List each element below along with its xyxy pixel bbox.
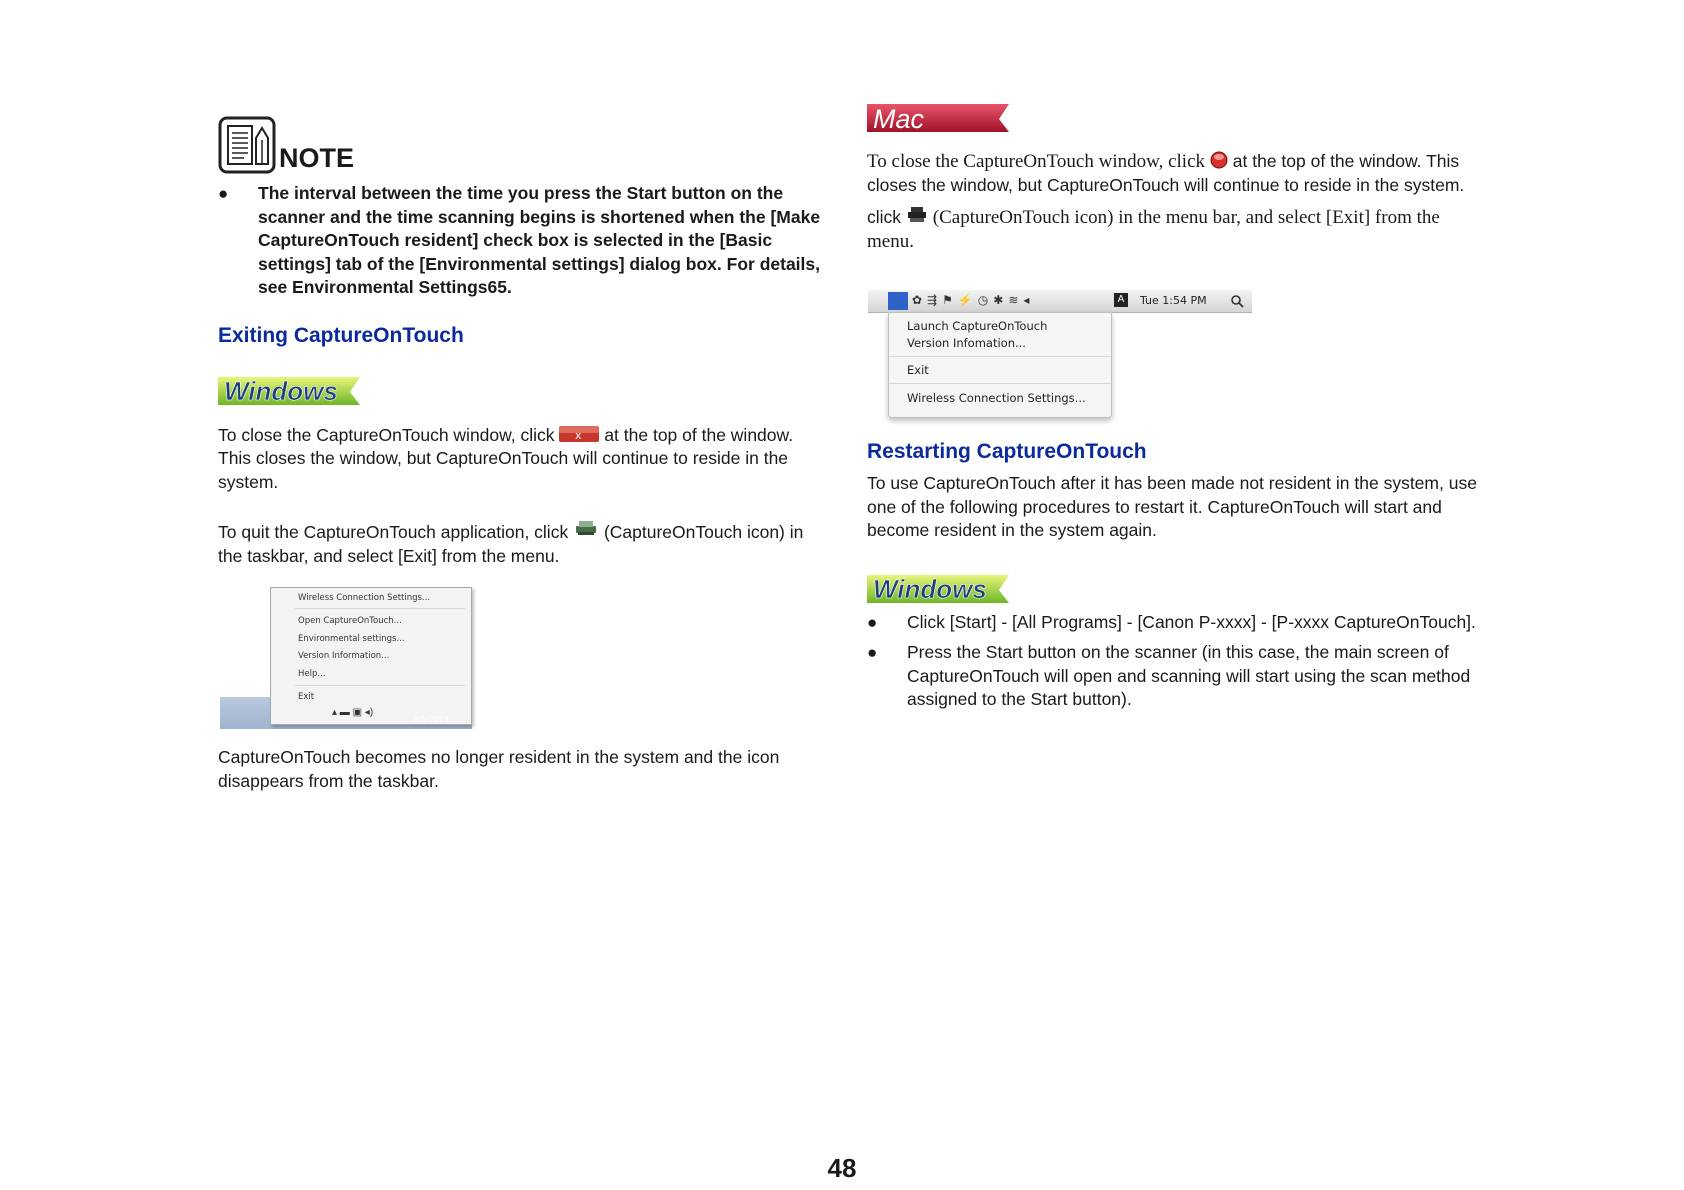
bullet-dot: ●: [867, 612, 878, 632]
tray-menu-item[interactable]: Environmental settings...: [298, 634, 405, 644]
menubar-clock: Tue 1:54 PM: [1140, 294, 1207, 307]
windows-banner-text: Windows: [224, 375, 338, 406]
restart-bullet: [867, 641, 1477, 712]
windows-close-icon[interactable]: [559, 425, 599, 443]
windows-quit-after: (CaptureOnTouch icon) in the taskbar, and select [Exit] from the menu.: [218, 522, 804, 566]
mac-menu-exit[interactable]: Exit: [907, 363, 929, 377]
windows-tray-menu-screenshot: [220, 587, 472, 729]
svg-text:x: x: [575, 428, 582, 442]
mac-banner: [867, 102, 1009, 134]
windows-banner-text: Windows: [873, 573, 987, 604]
restart-bullet: [867, 611, 1477, 635]
captureontouch-menubar-icon[interactable]: [906, 205, 928, 225]
tray-menu-item[interactable]: Open CaptureOnTouch...: [298, 616, 402, 626]
windows-quit-text: [218, 518, 828, 568]
spotlight-search-icon[interactable]: [1230, 294, 1244, 308]
restart-bullet-text: Press the Start button on the scanner (in this case, the main screen of CaptureOnTouch will open and scanning will start using the scan method assigned to the Start button).: [907, 642, 1471, 709]
windows-close-after: at the top of the window. This closes the window, but CaptureOnTouch will continue to reside in the system.: [218, 424, 794, 492]
not-resident-text: CaptureOnTouch becomes no longer resident in the system and the icon disappears from the taskbar.: [218, 747, 780, 791]
bullet-dot: ●: [218, 184, 229, 203]
windows-close-text: [218, 424, 828, 495]
menu-divider: [295, 608, 465, 609]
restarting-section: [867, 440, 1477, 712]
tray-context-menu: [270, 587, 472, 725]
note-text: The interval between the time you press the Start button on the scanner and the time scanning begins is shortened when the [Make CaptureOnTouch resident] check box is selected in the [Basic settings] tab of the [Environmental settings] dialog box. For details, see Environmental Settings65.: [258, 183, 821, 297]
left-column: [218, 110, 828, 568]
mac-quit-after: (CaptureOnTouch icon) in the menu bar, and select [Exit] from the menu.: [867, 207, 1440, 252]
mac-menu-item[interactable]: Wireless Connection Settings...: [907, 391, 1086, 405]
input-menu-icon: A: [1114, 293, 1128, 307]
mac-menu-item[interactable]: Launch CaptureOnTouch: [907, 319, 1048, 333]
note-header: [218, 110, 828, 174]
menubar-selected-icon[interactable]: [888, 292, 908, 310]
windows-close-before: To close the CaptureOnTouch window, click: [218, 424, 555, 445]
windows-banner: [867, 573, 1009, 605]
right-column: [867, 102, 1477, 253]
mac-close-after: at the top of the window. This closes the window, but CaptureOnTouch will continue to reside in the system.: [867, 151, 1465, 195]
note-title: NOTE: [279, 143, 355, 173]
page-number: 48: [827, 1153, 857, 1183]
restarting-intro: To use CaptureOnTouch after it has been made not resident in the system, use one of the following procedures to restart it. CaptureOnTouch will start and become resident in the system again.: [867, 473, 1477, 540]
windows-banner: [218, 375, 360, 407]
tray-menu-item[interactable]: Wireless Connection Settings...: [298, 593, 431, 603]
menubar-status-icons: ✿⇶⚑⚡◷✱≋◂: [912, 293, 1035, 307]
restarting-heading: Restarting CaptureOnTouch: [867, 440, 1147, 463]
tray-icons: ▴ ▬ ▣ ◂): [332, 707, 374, 718]
exiting-heading: Exiting CaptureOnTouch: [218, 323, 464, 347]
mac-dropdown-menu: [888, 312, 1112, 418]
windows-quit-before: To quit the CaptureOnTouch application, click: [218, 522, 569, 542]
menu-divider: [889, 383, 1111, 384]
mac-quit-text: [867, 205, 1477, 253]
mac-menu-item[interactable]: Version Infomation...: [907, 336, 1026, 350]
menu-divider: [295, 685, 465, 686]
restart-bullet-text: Click [Start] - [All Programs] - [Canon P-xxxx] - [P-xxxx CaptureOnTouch].: [907, 611, 1476, 632]
tray-date: 3/5/2014: [413, 715, 449, 724]
menu-divider: [889, 356, 1111, 357]
tray-menu-exit[interactable]: Exit: [298, 692, 315, 702]
note-bullet: [218, 182, 828, 300]
mac-quit-before: click: [867, 207, 902, 227]
bullet-dot: ●: [867, 643, 878, 662]
mac-close-icon[interactable]: [1210, 151, 1228, 169]
mac-banner-text: Mac: [873, 104, 925, 134]
mac-close-before: To close the CaptureOnTouch window, click: [867, 151, 1206, 172]
mac-menubar-screenshot: [868, 290, 1252, 418]
note-icon: [218, 116, 276, 174]
mac-close-text: [867, 150, 1477, 197]
tray-menu-item[interactable]: Version Information...: [298, 651, 390, 661]
tray-menu-item[interactable]: Help...: [298, 669, 326, 679]
captureontouch-tray-icon[interactable]: [573, 518, 599, 540]
